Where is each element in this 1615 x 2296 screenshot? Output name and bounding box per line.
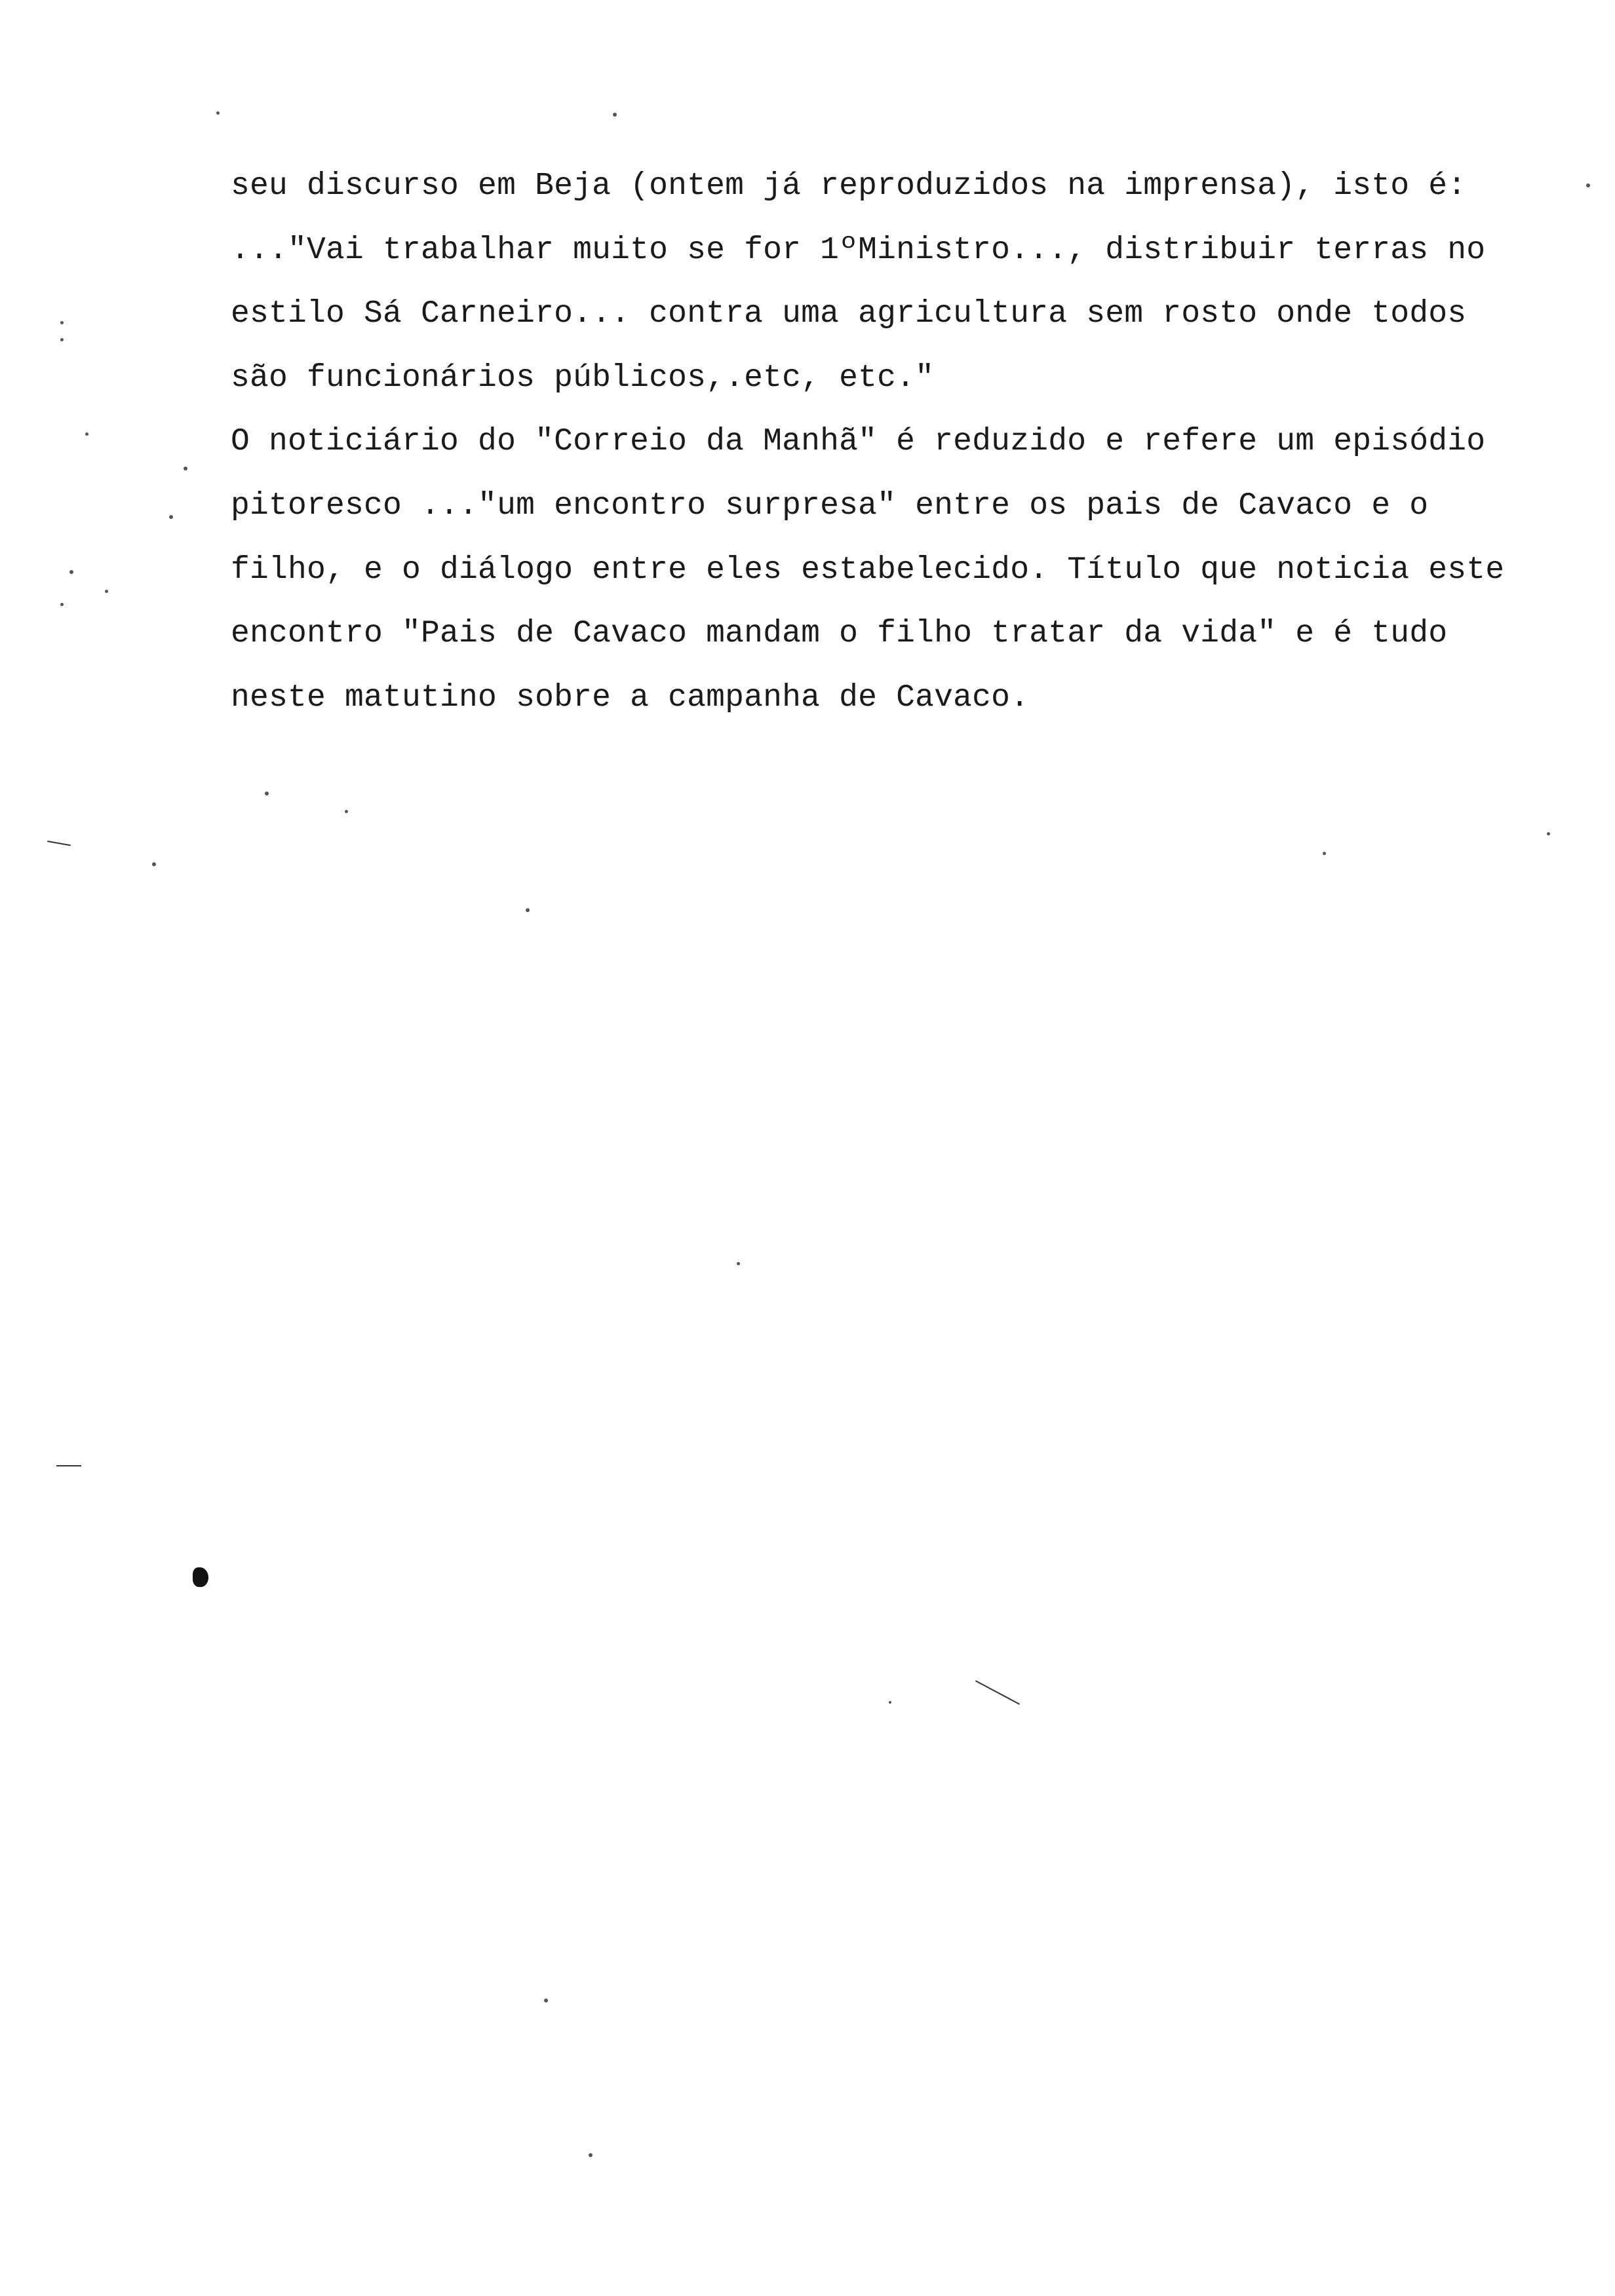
scan-speck bbox=[345, 810, 348, 813]
scan-speck bbox=[60, 603, 64, 606]
scan-speck bbox=[60, 338, 64, 341]
scan-mark bbox=[47, 841, 71, 846]
scan-mark bbox=[975, 1680, 1020, 1704]
scan-speck bbox=[737, 1262, 740, 1265]
scan-speck bbox=[613, 113, 617, 117]
scan-speck bbox=[169, 515, 173, 519]
scan-speck bbox=[1323, 852, 1326, 855]
scan-mark bbox=[56, 1465, 81, 1466]
scan-speck bbox=[265, 792, 269, 795]
text-line: pitoresco ..."um encontro surpresa" entre os pais de Cavaco e o bbox=[231, 488, 1429, 524]
ink-blot bbox=[193, 1567, 208, 1587]
text-line: são funcionários públicos,.etc, etc." bbox=[231, 360, 935, 396]
scan-speck bbox=[1547, 832, 1550, 835]
scan-speck bbox=[85, 432, 88, 436]
scan-speck bbox=[60, 321, 64, 324]
scan-speck bbox=[589, 2153, 593, 2157]
scan-speck bbox=[526, 908, 530, 912]
text-line: filho, e o diálogo entre eles estabelecido. Título que noticia este bbox=[231, 552, 1505, 588]
scan-speck bbox=[152, 862, 156, 866]
text-line: ..."Vai trabalhar muito se for 1ºMinistro..., distribuir terras no bbox=[231, 232, 1486, 268]
text-line: seu discurso em Beja (ontem já reproduzidos na imprensa), isto é: bbox=[231, 168, 1467, 204]
body-text bbox=[231, 155, 1594, 730]
scan-speck bbox=[184, 467, 187, 470]
text-line: encontro "Pais de Cavaco mandam o filho tratar da vida" e é tudo bbox=[231, 616, 1448, 652]
scan-speck bbox=[216, 111, 220, 115]
scan-speck bbox=[1586, 183, 1590, 187]
scan-speck bbox=[69, 570, 73, 574]
text-line: estilo Sá Carneiro... contra uma agricultura sem rosto onde todos bbox=[231, 296, 1467, 332]
scan-speck bbox=[105, 590, 108, 593]
scan-speck bbox=[889, 1701, 891, 1704]
text-line: O noticiário do "Correio da Manhã" é reduzido e refere um episódio bbox=[231, 424, 1486, 460]
scan-speck bbox=[544, 1999, 548, 2002]
text-line: neste matutino sobre a campanha de Cavaco. bbox=[231, 679, 1030, 716]
